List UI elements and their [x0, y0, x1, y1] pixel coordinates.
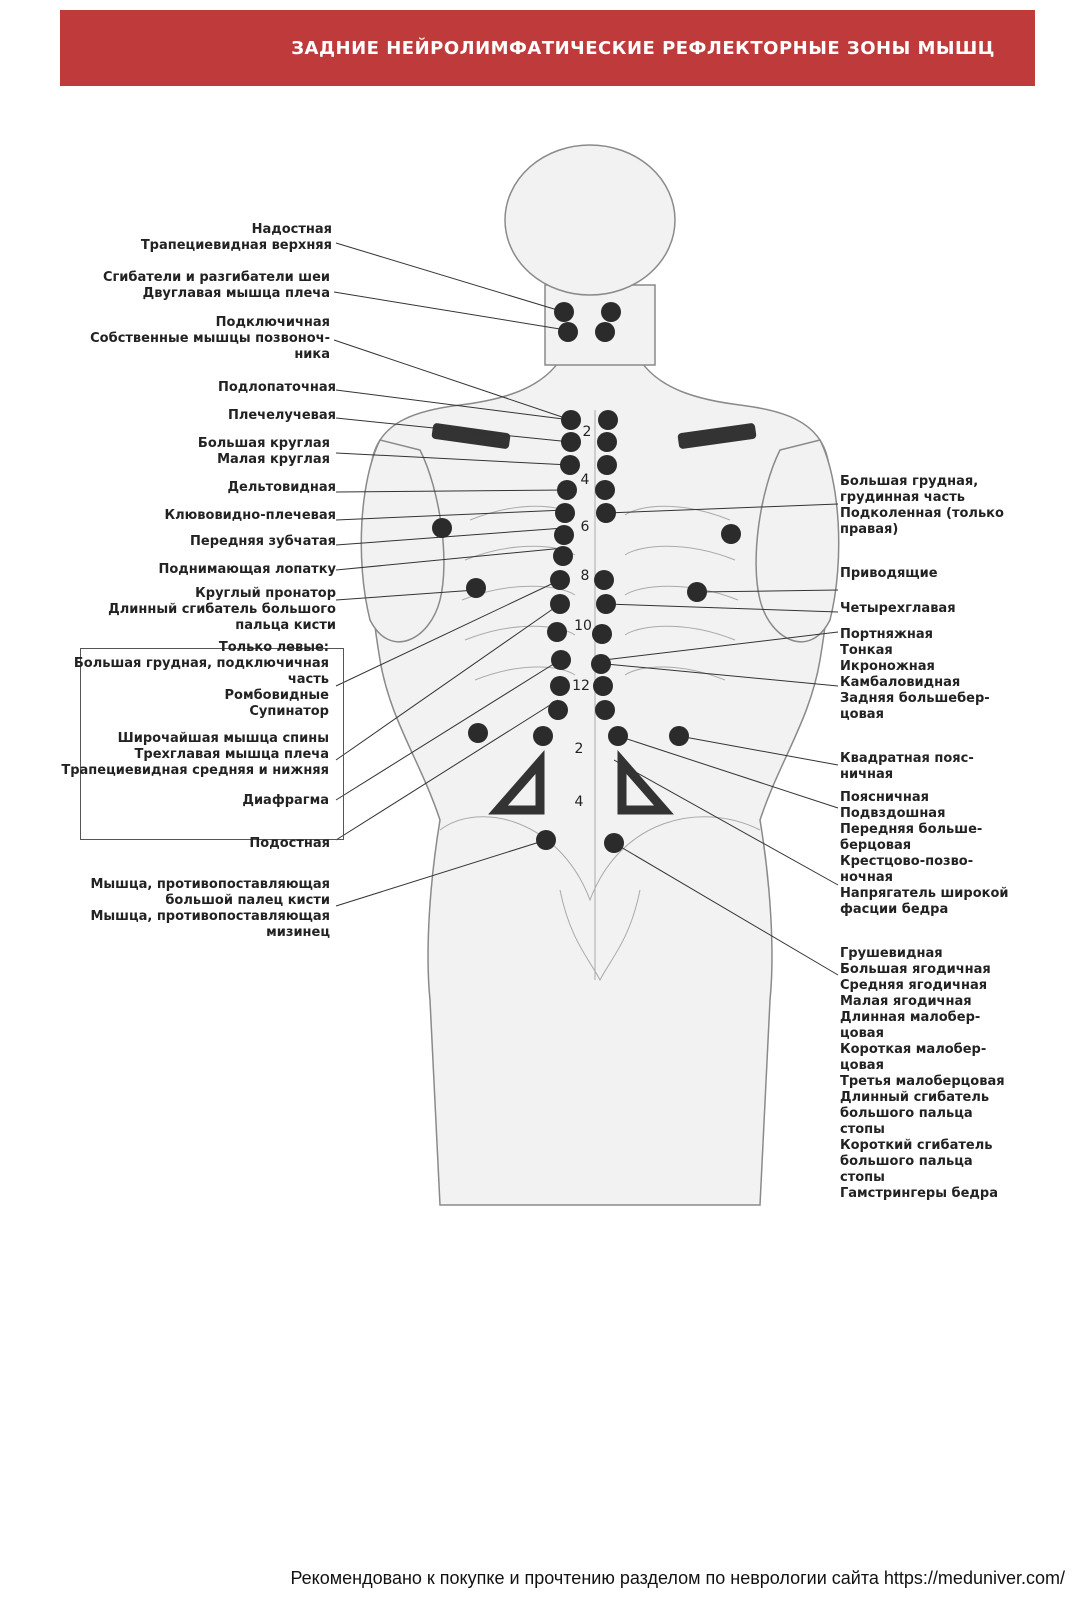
- reflex-point: [555, 503, 575, 523]
- right-label-5: [840, 790, 1009, 918]
- left-label-5: [198, 436, 330, 468]
- left-label-0: [141, 222, 332, 254]
- spine-number: 6: [580, 519, 590, 535]
- reflex-point: [550, 594, 570, 614]
- reflex-point: [550, 570, 570, 590]
- left-label-line: большой палец кисти: [165, 893, 330, 908]
- left-label-line: Только левые:: [218, 640, 329, 655]
- reflex-point: [554, 525, 574, 545]
- left-label-1: [103, 270, 330, 302]
- left-label-line: Мышца, противопоставляющая: [90, 877, 330, 892]
- spine-number: 4: [580, 472, 590, 488]
- left-label-6: [227, 480, 336, 496]
- reflex-point: [548, 700, 568, 720]
- left-label-line: Клювовидно-плечевая: [164, 508, 336, 523]
- left-label-line: Поднимающая лопатку: [158, 562, 336, 577]
- reflex-point: [596, 594, 616, 614]
- right-label-line: ночная: [840, 870, 893, 885]
- left-label-line: Большая круглая: [197, 436, 330, 451]
- left-label-line: Передняя зубчатая: [190, 534, 336, 549]
- reflex-point: [432, 518, 452, 538]
- left-label-line: Трехглавая мышца плеча: [134, 747, 329, 762]
- reflex-point: [608, 726, 628, 746]
- left-label-line: Мышца, противопоставляющая: [90, 909, 330, 924]
- reflex-point: [595, 480, 615, 500]
- reflex-point: [536, 830, 556, 850]
- left-label-14: [249, 836, 330, 852]
- reflex-point: [592, 624, 612, 644]
- spine-number: 2: [582, 424, 592, 440]
- right-label-line: Грушевидная: [840, 946, 943, 961]
- right-label-line: Квадратная пояс-: [840, 751, 974, 766]
- right-label-line: Третья малоберцовая: [840, 1074, 1005, 1089]
- left-label-line: Малая круглая: [217, 452, 330, 467]
- left-label-line: часть: [287, 672, 329, 687]
- spine-number: 10: [574, 618, 592, 634]
- left-label-8: [190, 534, 336, 550]
- right-label-line: Крестцово-позво-: [840, 854, 974, 869]
- left-label-line: ника: [294, 347, 330, 362]
- right-label-line: Длинный сгибатель: [840, 1090, 990, 1105]
- right-label-1: [840, 566, 938, 582]
- left-label-4: [228, 408, 336, 424]
- left-label-9: [159, 562, 337, 578]
- right-label-line: Напрягатель широкой: [840, 886, 1009, 901]
- spine-number: 4: [574, 794, 584, 810]
- left-label-line: Трапециевидная верхняя: [140, 238, 332, 253]
- left-label-line: Диафрагма: [242, 793, 329, 808]
- reflex-point: [466, 578, 486, 598]
- right-label-line: Икроножная: [840, 659, 935, 674]
- reflex-point: [598, 410, 618, 430]
- right-label-3: [840, 627, 990, 723]
- left-label-line: Собственные мышцы позвоноч-: [90, 331, 330, 346]
- right-label-line: Средняя ягодичная: [840, 978, 988, 993]
- right-label-line: Камбаловидная: [840, 675, 961, 690]
- reflex-point: [604, 833, 624, 853]
- left-label-line: Плечелучевая: [227, 408, 336, 423]
- left-label-line: Ромбовидные: [224, 688, 329, 703]
- reflex-point: [597, 455, 617, 475]
- right-label-line: Подвздошная: [840, 806, 946, 821]
- left-label-15: [90, 877, 330, 941]
- reflex-point: [550, 676, 570, 696]
- left-label-11: [74, 640, 329, 720]
- reflex-point: [554, 302, 574, 322]
- footer-note: Рекомендовано к покупке и прочтению разделом по неврологии сайта https://meduniver.com/: [290, 1568, 1065, 1588]
- reflex-point: [597, 432, 617, 452]
- body-silhouette: [361, 145, 838, 1205]
- left-label-line: Трапециевидная средняя и нижняя: [61, 763, 329, 778]
- reflex-point: [669, 726, 689, 746]
- reflex-point: [593, 676, 613, 696]
- right-label-line: Четырехглавая: [840, 601, 956, 616]
- right-label-line: Длинная малобер-: [840, 1010, 981, 1025]
- reflex-point: [561, 432, 581, 452]
- left-label-line: Подключичная: [215, 315, 330, 330]
- reflex-point: [595, 700, 615, 720]
- right-label-0: [840, 474, 1004, 538]
- right-label-line: Поясничная: [840, 790, 929, 805]
- left-label-line: Сгибатели и разгибатели шеи: [102, 270, 330, 285]
- right-label-line: Короткий сгибатель: [840, 1138, 993, 1153]
- right-label-line: цовая: [840, 1026, 884, 1041]
- right-label-line: берцовая: [840, 838, 912, 853]
- page-title: ЗАДНИЕ НЕЙРОЛИМФАТИЧЕСКИЕ РЕФЛЕКТОРНЫЕ ЗОНЫ МЫШЦ: [291, 38, 995, 59]
- reflex-point: [553, 546, 573, 566]
- right-label-line: большого пальца: [840, 1106, 973, 1121]
- right-label-line: фасции бедра: [840, 902, 949, 917]
- right-label-line: правая): [840, 522, 899, 537]
- right-label-2: [840, 601, 956, 617]
- reflex-point: [591, 654, 611, 674]
- left-label-line: мизинец: [266, 925, 330, 940]
- right-label-line: цовая: [840, 707, 884, 722]
- right-label-line: Портняжная: [840, 627, 934, 642]
- left-label-line: Широчайшая мышца спины: [117, 731, 329, 746]
- reflex-point: [601, 302, 621, 322]
- right-label-line: большого пальца: [840, 1154, 973, 1169]
- right-label-line: Гамстрингеры бедра: [840, 1186, 998, 1201]
- left-label-line: Длинный сгибатель большого: [108, 602, 336, 617]
- left-label-line: Подостная: [249, 836, 330, 851]
- reflex-point: [594, 570, 614, 590]
- reflex-point: [558, 322, 578, 342]
- right-label-line: Передняя больше-: [840, 822, 983, 837]
- right-label-line: ничная: [840, 767, 894, 782]
- right-label-line: Короткая малобер-: [840, 1042, 987, 1057]
- left-label-2: [90, 315, 330, 363]
- right-label-line: стопы: [840, 1170, 885, 1185]
- head-outline: [505, 145, 675, 295]
- right-label-line: грудинная часть: [840, 490, 965, 505]
- reflex-point: [547, 622, 567, 642]
- right-label-line: стопы: [840, 1122, 885, 1137]
- reflex-point: [595, 322, 615, 342]
- left-label-line: Большая грудная, подключичная: [73, 656, 329, 671]
- left-label-3: [218, 380, 336, 396]
- left-label-line: Круглый пронатор: [195, 586, 336, 601]
- left-label-line: пальца кисти: [235, 618, 336, 633]
- left-label-12: [61, 731, 329, 779]
- right-label-line: Большая ягодичная: [840, 962, 991, 977]
- reflex-point: [557, 480, 577, 500]
- spine-number: 8: [580, 568, 590, 584]
- reflex-point: [551, 650, 571, 670]
- left-label-line: Двуглавая мышца плеча: [142, 286, 330, 301]
- right-label-line: Большая грудная,: [840, 474, 979, 489]
- right-label-6: [840, 946, 1005, 1202]
- left-label-10: [108, 586, 336, 634]
- leader-line: [334, 292, 566, 330]
- reflex-point: [721, 524, 741, 544]
- spine-number: 12: [572, 678, 590, 694]
- reflex-point: [687, 582, 707, 602]
- reflex-point: [561, 410, 581, 430]
- right-label-4: [840, 751, 974, 783]
- reflex-point: [560, 455, 580, 475]
- left-label-7: [165, 508, 337, 524]
- left-label-line: Дельтовидная: [227, 480, 336, 495]
- left-label-line: Надостная: [251, 222, 332, 237]
- left-label-line: Супинатор: [249, 704, 329, 719]
- right-label-line: Приводящие: [840, 566, 938, 581]
- left-label-13: [242, 793, 329, 809]
- reflex-point: [596, 503, 616, 523]
- reflex-point: [533, 726, 553, 746]
- right-label-line: Тонкая: [840, 643, 893, 658]
- right-label-line: Задняя большебер-: [840, 691, 990, 706]
- right-label-line: Малая ягодичная: [840, 994, 972, 1009]
- reflex-point: [468, 723, 488, 743]
- spine-number: 2: [574, 741, 584, 757]
- right-label-line: Подколенная (только: [840, 506, 1004, 521]
- right-label-line: цовая: [840, 1058, 884, 1073]
- left-label-line: Подлопаточная: [217, 380, 336, 395]
